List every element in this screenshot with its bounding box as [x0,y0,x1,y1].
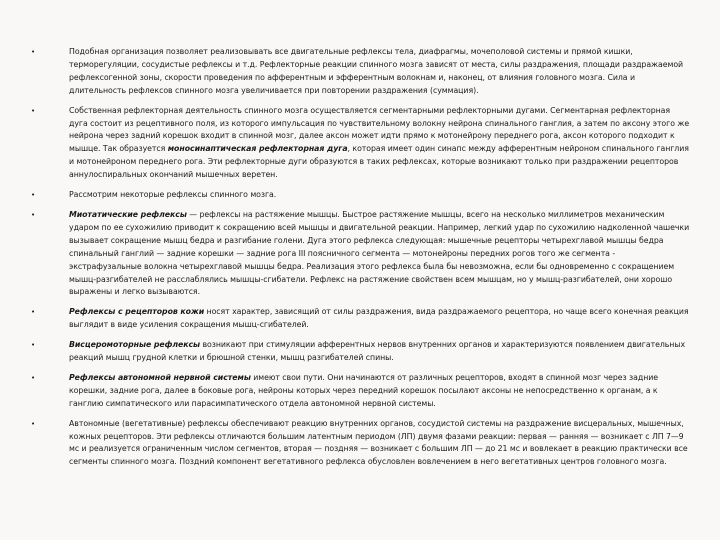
emphasis-term: Миотатические рефлексы [69,209,187,219]
emphasis-term: моносинаптическая рефлекторная дуга [167,144,348,154]
paragraph-text: носят характер, зависящий от силы раздражения, вида раздражаемого рецептора, но чаще всего конечная реакция выглядит в виде усиления сокращения мышц-сгибателей. [69,307,689,330]
list-item [31,209,690,299]
bullet-icon: • [31,341,36,350]
paragraph [69,339,690,365]
paragraph [69,306,690,332]
list-item [31,105,690,182]
paragraph-text: Собственная рефлекторная деятельность спинного мозга осуществляется сегментарными рефлекторными дугами. Сегментарная рефлекторная дуга состоит из рецептивного поля, из которого импульсация по чувствительному волокну нейрона спинального ганглия, а затем по аксону этого же нейрона через задний корешок входит в спинной мозг, далее аксон может идти прямо к мотонейрону переднего рога, аксон которого подходит к мышце. Так образуется [69,105,690,154]
bullet-icon: • [31,210,36,219]
paragraph [69,105,690,182]
list-item [31,372,690,411]
list-item [31,306,690,332]
paragraph-text: Автономные (вегетативные) рефлексы обеспечивают реакцию внутренних органов, сосудистой системы на раздражение висцеральных, мышечных, кожных рецепторов. Эти рефлексы отличаются большим латентным периодом (ЛП) двумя фазами реакции: первая — ранняя — возникает с ЛП 7—9 мс и реализуется ограниченным числом сегментов, вторая — поздняя — возникает с большим ЛП — до 21 мс и вовлекает в реакцию практически все сегменты спинного мозга. Поздний компонент вегетативного рефлекса обусловлен вовлечением в него вегетативных центров головного мозга. [69,418,688,467]
bullet-icon: • [31,308,36,317]
paragraph [69,209,690,299]
paragraph [69,372,690,411]
list-item [31,46,690,98]
bullet-icon: • [31,373,36,382]
list-item [31,189,690,202]
list-item [31,339,690,365]
paragraph [69,189,690,202]
emphasis-term: Висцеромоторные рефлексы [69,340,201,350]
paragraph-text: возникают при стимуляции афферентных нервов внутренних органов и характеризуются появлением двигательных реакций мышц грудной клетки и брюшной стенки, мышц разгибателей спины. [69,340,686,363]
bullet-icon: • [31,191,36,200]
bullet-icon: • [31,419,36,428]
bullet-list [31,46,690,469]
bullet-icon: • [31,106,36,115]
list-item [31,418,690,470]
emphasis-term: Рефлексы с рецепторов кожи [69,307,205,317]
paragraph [69,46,690,98]
paragraph-text: имеют свои пути. Они начинаются от различных рецепторов, входят в спинной мозг через задние корешки, задние рога, далее в боковые рога, нейроны которых через передний корешок посылают аксоны не непосредственно к органам, а к ганглию симпатического или парасимпатического отдела автономной нервной системы. [69,372,659,408]
paragraph [69,418,690,470]
paragraph-text: Рассмотрим некоторые рефлексы спинного мозга. [69,190,277,200]
paragraph-text: — рефлексы на растяжение мышцы. Быстрое растяжение мышцы, всего на несколько миллиметров механическим ударом по ее сухожилию приводит к сокращению всей мышцы и двигательной реакции. Например, легкий удар по сухожилию надколенной чашечки вызывает сокращение мышц бедра и разгибание голени. Дуга этого рефлекса следующая: мышечные рецепторы четырехглавой мышцы бедра спинальный ганглий — задние корешки — задние рога III поясничного сегмента — мотонейроны передних рогов того же сегмента - экстрафузальные волокна четырехглавой мышцы бедра. Реализация этого рефлекса была бы невозможна, если бы одновременно с сокращением мышц-разгибателей не расслаблялись мышцы-сгибатели. Рефлекс на растяжение свойствен всем мышцам, но у мышц-разгибателей, они хорошо выражены и легко вызываются. [69,209,690,297]
paragraph-text: Подобная организация позволяет реализовывать все двигательные рефлексы тела, диафрагмы, мочеполовой системы и прямой кишки, терморегуляции, сосудистые рефлексы и т.д. Рефлекторные реакции спинного мозга зависят от места, силы раздражения, площади раздражаемой рефлексогенной зоны, скорости проведения по афферентным и эфферентным волокнам и, наконец, от влияния головного мозга. Сила и длительность рефлексов спинного мозга увеличивается при повторении раздражения (суммация). [69,47,684,95]
paragraph-text: , которая имеет один синапс между афферентным нейроном спинального ганглия и мотонейроном переднего рога. Эти рефлекторные дуги образуются в таких рефлексах, которые возникают только при раздражении рецепторов аннулоспиральных окончаний мышечных веретен. [69,144,689,180]
bullet-icon: • [31,48,36,56]
emphasis-term: Рефлексы автономной нервной системы [69,372,251,382]
